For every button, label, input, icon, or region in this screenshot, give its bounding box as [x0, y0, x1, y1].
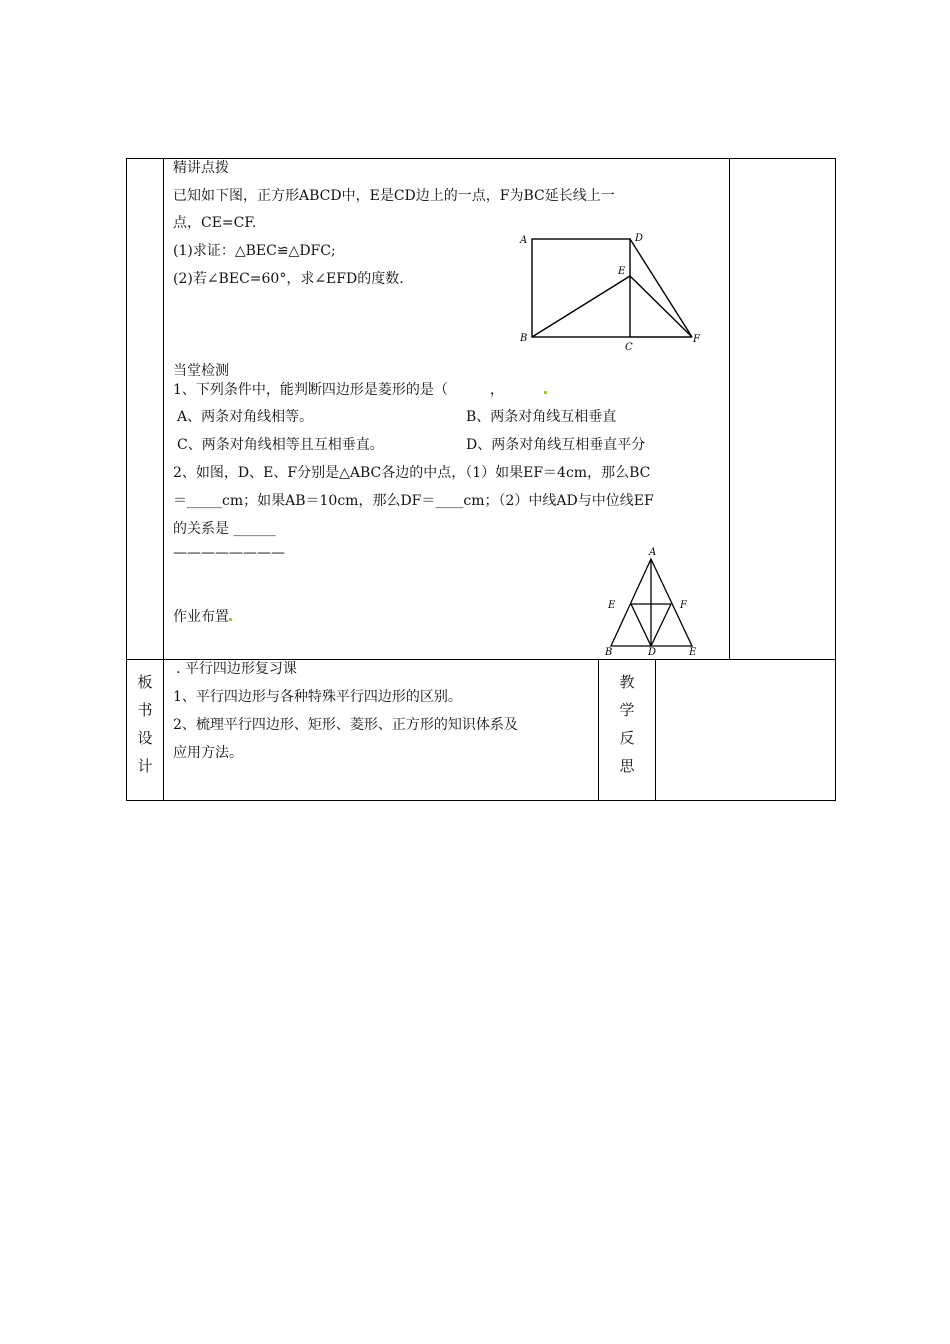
square-figure — [515, 228, 710, 353]
triangle-figure — [598, 544, 708, 658]
segment-ed — [631, 604, 651, 646]
reflection-label-char: 反 — [619, 729, 635, 747]
board-label-char: 板 — [137, 673, 153, 691]
board-item-2-line2: 应用方法。 — [173, 745, 243, 761]
teaching-reflection-label — [616, 668, 638, 780]
mark-dot — [229, 618, 232, 621]
check-question-2-line4: ———————— — [173, 545, 285, 561]
label-b: B — [605, 647, 613, 658]
label-e: E — [618, 266, 626, 277]
board-label-char: 书 — [137, 701, 153, 719]
label-b: B — [520, 333, 528, 344]
table-col-divider-3 — [598, 659, 599, 801]
segment-ef — [630, 276, 692, 337]
section-heading-lecture: 精讲点拨 — [173, 160, 229, 176]
label-f: F — [693, 334, 700, 345]
option-d: D、两条对角线互相垂直平分 — [466, 437, 646, 453]
section-heading-check: 当堂检测 — [173, 363, 229, 379]
problem-question-2: (2)若∠BEC=60°，求∠EFD的度数. — [173, 271, 404, 287]
board-item-2-line1: 2、梳理平行四边形、矩形、菱形、正方形的知识体系及 — [173, 717, 518, 733]
label-e2: E — [689, 647, 697, 658]
option-a: A、两条对角线相等。 — [177, 409, 314, 425]
label-d: D — [635, 233, 644, 244]
label-a: A — [649, 547, 657, 558]
table-col-divider-4 — [655, 659, 656, 801]
problem-statement-line2: 点，CE=CF. — [173, 215, 257, 231]
problem-question-1: (1)求证：△BEC≌△DFC; — [173, 243, 336, 259]
check-question-2-line3: 的关系是 ______ — [173, 521, 276, 537]
segment-be — [532, 276, 630, 337]
square-abcd — [532, 239, 630, 337]
check-question-1: 1、下列条件中，能判断四边形是菱形的是（ ， — [173, 379, 547, 401]
homework-heading: 作业布置 — [173, 606, 232, 628]
label-a: A — [520, 235, 528, 246]
problem-statement-line1: 已知如下图，正方形ABCD中，E是CD边上的一点，F为BC延长线上一 — [173, 188, 615, 204]
label-f: F — [680, 600, 687, 611]
mark-dot — [544, 391, 547, 394]
label-e: E — [608, 600, 616, 611]
table-border-bottom — [126, 800, 836, 801]
reflection-label-char: 教 — [619, 673, 635, 691]
table-col-divider-1 — [163, 158, 164, 801]
board-item-1: 1、平行四边形与各种特殊平行四边形的区别。 — [173, 689, 462, 705]
check-question-2-line1: 2、如图，D、E、F分别是△ABC各边的中点，（1）如果EF＝4cm，那么BC — [173, 465, 651, 481]
option-b: B、两条对角线互相垂直 — [466, 409, 617, 425]
label-c: C — [625, 342, 633, 353]
option-c: C、两条对角线相等且互相垂直。 — [177, 437, 384, 453]
board-title: . 平行四边形复习课 — [176, 661, 297, 677]
segment-fd — [651, 604, 671, 646]
board-design-label — [134, 668, 156, 780]
table-border-left — [126, 158, 127, 801]
label-d: D — [648, 647, 657, 658]
segment-df — [630, 239, 692, 337]
board-label-char: 设 — [137, 729, 153, 747]
reflection-label-char: 思 — [619, 757, 635, 775]
board-label-char: 计 — [137, 757, 153, 775]
table-border-right — [835, 158, 836, 801]
reflection-label-char: 学 — [619, 701, 635, 719]
check-question-2-line2: ＝_____cm；如果AB＝10cm，那么DF＝____cm；（2）中线AD与中位线EF — [173, 493, 654, 509]
table-col-divider-2 — [729, 158, 730, 660]
